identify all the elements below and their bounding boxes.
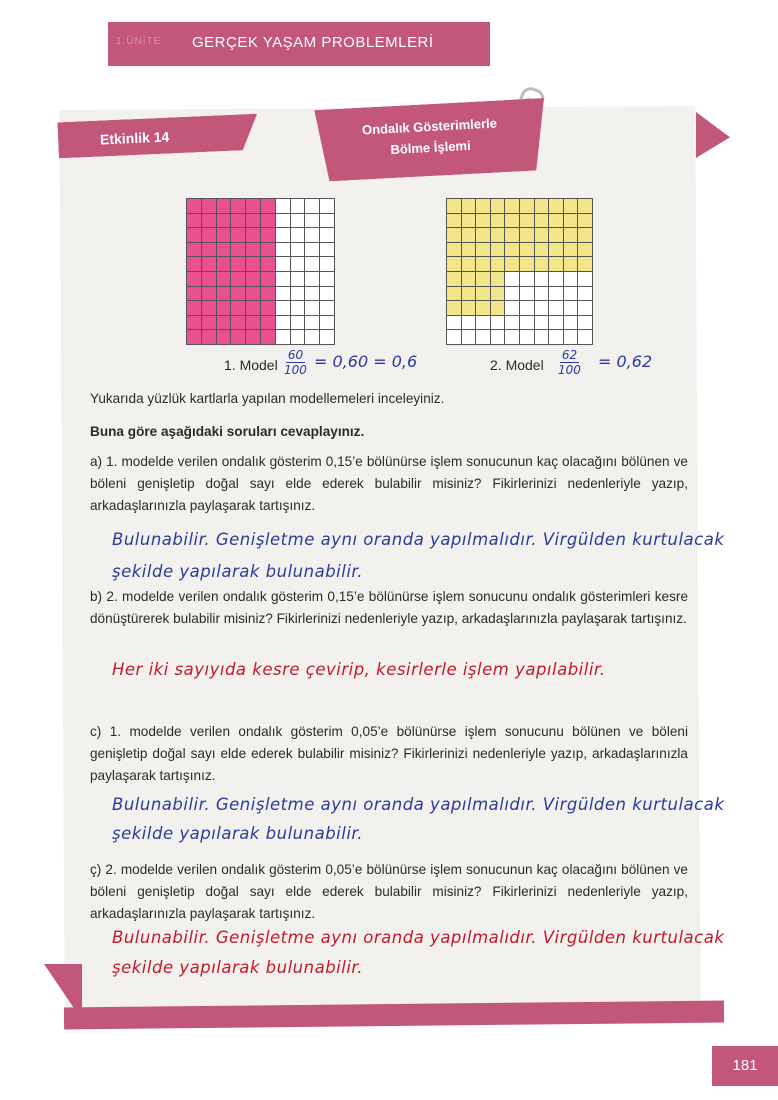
grid-cell: [291, 287, 306, 302]
grid-cell: [564, 330, 579, 345]
grid-cell: [305, 316, 320, 331]
grid-cell: [231, 272, 246, 287]
grid-cell: [231, 287, 246, 302]
grid-cell: [202, 199, 217, 214]
grid-cell: [476, 228, 491, 243]
unit-label: 1.ÜNİTE: [116, 36, 162, 47]
grid-cell: [231, 257, 246, 272]
grid-cell: [246, 214, 261, 229]
grid-cell: [320, 301, 335, 316]
grid-cell: [276, 214, 291, 229]
grid-cell: [462, 330, 477, 345]
grid-cell: [202, 272, 217, 287]
grid-cell: [202, 330, 217, 345]
grid-cell: [261, 243, 276, 258]
instruction-text: Buna göre aşağıdaki soruları cevaplayınız.: [90, 424, 365, 439]
hundred-grid-model-1: [186, 198, 335, 345]
grid-cell: [217, 272, 232, 287]
grid-cell: [187, 228, 202, 243]
grid-cell: [217, 316, 232, 331]
answer-b-line1: Her iki sayıyıda kesre çevirip, kesirlerle işlem yapılabilir.: [112, 660, 606, 679]
grid-cell: [320, 257, 335, 272]
grid-cell: [261, 228, 276, 243]
grid-cell: [305, 243, 320, 258]
grid-cell: [246, 199, 261, 214]
grid-cell: [231, 330, 246, 345]
grid-cell: [462, 199, 477, 214]
grid-cell: [261, 272, 276, 287]
grid-cell: [535, 272, 550, 287]
grid-cell: [305, 287, 320, 302]
grid-cell: [535, 243, 550, 258]
answer-c-line1: Bulunabilir. Genişletme aynı oranda yapılmalıdır. Virgülden kurtulacak: [112, 795, 725, 814]
grid-cell: [231, 301, 246, 316]
grid-cell: [231, 214, 246, 229]
grid-cell: [187, 199, 202, 214]
grid-cell: [564, 287, 579, 302]
grid-cell: [578, 330, 593, 345]
grid-cell: [246, 330, 261, 345]
grid-cell: [491, 330, 506, 345]
model-1-answer: = 0,60 = 0,6: [314, 352, 418, 371]
grid-cell: [320, 330, 335, 345]
grid-cell: [520, 228, 535, 243]
grid-cell: [505, 199, 520, 214]
grid-cell: [535, 330, 550, 345]
grid-cell: [202, 257, 217, 272]
activity-label: Etkinlik 14: [99, 128, 170, 148]
grid-cell: [246, 272, 261, 287]
grid-cell: [549, 199, 564, 214]
grid-cell: [246, 287, 261, 302]
grid-cell: [320, 272, 335, 287]
page-header-title: GERÇEK YAŞAM PROBLEMLERİ: [192, 34, 434, 51]
grid-cell: [447, 287, 462, 302]
grid-cell: [578, 243, 593, 258]
model-2-label: 2. Model: [490, 357, 544, 373]
grid-cell: [246, 257, 261, 272]
grid-cell: [447, 301, 462, 316]
grid-cell: [549, 228, 564, 243]
page-number: 181: [712, 1046, 778, 1086]
grid-cell: [276, 287, 291, 302]
grid-cell: [187, 214, 202, 229]
grid-cell: [447, 228, 462, 243]
grid-cell: [520, 199, 535, 214]
grid-cell: [276, 272, 291, 287]
grid-cell: [549, 272, 564, 287]
grid-cell: [491, 214, 506, 229]
grid-cell: [447, 330, 462, 345]
activity-title-line1: Ondalık Gösterimlerle: [361, 115, 498, 138]
grid-cell: [320, 214, 335, 229]
grid-cell: [305, 199, 320, 214]
model-1-label: 1. Model: [224, 357, 278, 373]
grid-cell: [320, 228, 335, 243]
grid-cell: [476, 330, 491, 345]
grid-cell: [491, 301, 506, 316]
grid-cell: [261, 287, 276, 302]
grid-cell: [549, 330, 564, 345]
grid-cell: [535, 257, 550, 272]
grid-cell: [261, 301, 276, 316]
answer-a-line1: Bulunabilir. Genişletme aynı oranda yapılmalıdır. Virgülden kurtulacak: [112, 530, 725, 549]
grid-cell: [520, 316, 535, 331]
grid-cell: [462, 301, 477, 316]
grid-cell: [187, 272, 202, 287]
grid-cell: [491, 287, 506, 302]
grid-cell: [320, 199, 335, 214]
grid-cell: [261, 330, 276, 345]
grid-cell: [564, 316, 579, 331]
grid-cell: [564, 199, 579, 214]
intro-text: Yukarıda yüzlük kartlarla yapılan modellemeleri inceleyiniz.: [90, 391, 445, 406]
answer-cc-line1: Bulunabilir. Genişletme aynı oranda yapılmalıdır. Virgülden kurtulacak: [112, 928, 725, 947]
grid-cell: [202, 214, 217, 229]
model-2-fraction-denominator: 100: [558, 363, 581, 377]
grid-cell: [305, 228, 320, 243]
grid-cell: [276, 199, 291, 214]
grid-cell: [462, 228, 477, 243]
grid-cell: [217, 287, 232, 302]
grid-cell: [505, 228, 520, 243]
grid-cell: [246, 243, 261, 258]
grid-cell: [505, 301, 520, 316]
grid-cell: [520, 243, 535, 258]
grid-cell: [217, 214, 232, 229]
grid-cell: [535, 214, 550, 229]
grid-cell: [462, 316, 477, 331]
grid-cell: [305, 301, 320, 316]
question-c: c) 1. modelde verilen ondalık gösterim 0,05’e bölünürse işlem sonucunu bölünen ve böleni genişletip doğal sayı elde ederek bulabilir misiniz? Fikirlerinizi nedenleriyle yazıp, arkadaşlarınızla paylaşarak tartışınız.: [90, 724, 688, 783]
grid-cell: [476, 214, 491, 229]
grid-cell: [491, 199, 506, 214]
grid-cell: [305, 272, 320, 287]
grid-cell: [549, 301, 564, 316]
grid-cell: [535, 316, 550, 331]
question-cc: ç) 2. modelde verilen ondalık gösterim 0,05’e bölünürse işlem sonucunun kaç olacağını bölünen ve böleni genişletip doğal sayı elde ederek bulabilir misiniz? Fikirlerinizi nedenleriyle yazıp, arkadaşlarınızla paylaşarak tartışınız.: [90, 862, 688, 921]
grid-cell: [261, 316, 276, 331]
grid-cell: [476, 272, 491, 287]
grid-cell: [505, 287, 520, 302]
grid-cell: [187, 301, 202, 316]
grid-cell: [549, 287, 564, 302]
grid-cell: [276, 330, 291, 345]
grid-cell: [291, 199, 306, 214]
grid-cell: [187, 257, 202, 272]
grid-cell: [202, 287, 217, 302]
grid-cell: [217, 301, 232, 316]
grid-cell: [564, 243, 579, 258]
grid-cell: [535, 228, 550, 243]
grid-cell: [320, 243, 335, 258]
grid-cell: [520, 257, 535, 272]
grid-cell: [276, 301, 291, 316]
grid-cell: [564, 228, 579, 243]
grid-cell: [476, 287, 491, 302]
answer-a-line2: şekilde yapılarak bulunabilir.: [112, 562, 363, 581]
grid-cell: [578, 257, 593, 272]
grid-cell: [276, 316, 291, 331]
grid-cell: [549, 257, 564, 272]
grid-cell: [462, 243, 477, 258]
grid-cell: [447, 316, 462, 331]
grid-cell: [564, 257, 579, 272]
grid-cell: [291, 316, 306, 331]
grid-cell: [549, 214, 564, 229]
grid-cell: [305, 330, 320, 345]
grid-cell: [291, 330, 306, 345]
grid-cell: [564, 214, 579, 229]
grid-cell: [261, 199, 276, 214]
grid-cell: [462, 214, 477, 229]
grid-cell: [291, 272, 306, 287]
grid-cell: [246, 301, 261, 316]
grid-cell: [447, 243, 462, 258]
grid-cell: [520, 301, 535, 316]
grid-cell: [447, 257, 462, 272]
grid-cell: [187, 243, 202, 258]
grid-cell: [231, 316, 246, 331]
grid-cell: [535, 287, 550, 302]
grid-cell: [491, 257, 506, 272]
grid-cell: [276, 257, 291, 272]
grid-cell: [202, 243, 217, 258]
model-2-fraction-numerator: 62: [561, 348, 578, 362]
grid-cell: [462, 287, 477, 302]
grid-cell: [447, 214, 462, 229]
grid-cell: [578, 272, 593, 287]
grid-cell: [187, 330, 202, 345]
grid-cell: [520, 272, 535, 287]
grid-cell: [549, 316, 564, 331]
grid-cell: [276, 243, 291, 258]
grid-cell: [202, 228, 217, 243]
grid-cell: [291, 243, 306, 258]
grid-cell: [305, 257, 320, 272]
activity-title-line2: Bölme İşlemi: [390, 137, 471, 158]
grid-cell: [231, 243, 246, 258]
grid-cell: [549, 243, 564, 258]
grid-cell: [476, 199, 491, 214]
grid-cell: [505, 272, 520, 287]
answer-c-line2: şekilde yapılarak bulunabilir.: [112, 824, 363, 843]
grid-cell: [246, 316, 261, 331]
grid-cell: [187, 287, 202, 302]
grid-cell: [476, 301, 491, 316]
grid-cell: [291, 214, 306, 229]
grid-cell: [535, 199, 550, 214]
grid-cell: [564, 301, 579, 316]
grid-cell: [505, 316, 520, 331]
grid-cell: [276, 228, 291, 243]
grid-cell: [535, 301, 550, 316]
grid-cell: [578, 316, 593, 331]
grid-cell: [291, 257, 306, 272]
corner-decoration-top-right: [696, 112, 730, 158]
grid-cell: [491, 316, 506, 331]
grid-cell: [202, 301, 217, 316]
grid-cell: [320, 316, 335, 331]
model-1-fraction: [284, 348, 307, 377]
grid-cell: [231, 228, 246, 243]
grid-cell: [217, 257, 232, 272]
grid-cell: [491, 272, 506, 287]
grid-cell: [476, 257, 491, 272]
grid-cell: [491, 243, 506, 258]
grid-cell: [505, 330, 520, 345]
grid-cell: [476, 316, 491, 331]
grid-cell: [217, 228, 232, 243]
grid-cell: [261, 257, 276, 272]
grid-cell: [261, 214, 276, 229]
grid-cell: [187, 316, 202, 331]
grid-cell: [578, 301, 593, 316]
grid-cell: [578, 199, 593, 214]
grid-cell: [447, 272, 462, 287]
grid-cell: [217, 199, 232, 214]
question-a: a) 1. modelde verilen ondalık gösterim 0,15’e bölünürse işlem sonucunun kaç olacağını bölünen ve böleni genişletip doğal sayı elde ederek bulabilir misiniz? Fikirlerinizi nedenleriyle yazıp, arkadaşlarınızla paylaşarak tartışınız.: [90, 454, 688, 513]
grid-cell: [505, 257, 520, 272]
grid-cell: [520, 287, 535, 302]
grid-cell: [291, 228, 306, 243]
grid-cell: [578, 214, 593, 229]
grid-cell: [564, 272, 579, 287]
grid-cell: [305, 214, 320, 229]
grid-cell: [476, 243, 491, 258]
grid-cell: [231, 199, 246, 214]
grid-cell: [462, 272, 477, 287]
model-2-fraction: [558, 348, 581, 377]
answer-cc-line2: şekilde yapılarak bulunabilir.: [112, 958, 363, 977]
grid-cell: [246, 228, 261, 243]
grid-cell: [520, 214, 535, 229]
grid-cell: [491, 228, 506, 243]
grid-cell: [291, 301, 306, 316]
grid-cell: [578, 228, 593, 243]
grid-cell: [217, 330, 232, 345]
grid-cell: [447, 199, 462, 214]
grid-cell: [578, 287, 593, 302]
model-1-fraction-denominator: 100: [284, 363, 307, 377]
grid-cell: [320, 287, 335, 302]
model-1-fraction-numerator: 60: [287, 348, 304, 362]
model-2-answer: = 0,62: [598, 352, 653, 371]
question-b: b) 2. modelde verilen ondalık gösterim 0,15’e bölünürse işlem sonucunu ondalık gösterimleri kesre dönüştürerek bulabilir misiniz? Fikirlerinizi nedenleriyle yazıp, arkadaşlarınızla paylaşarak tartışınız.: [90, 589, 688, 626]
grid-cell: [202, 316, 217, 331]
grid-cell: [505, 243, 520, 258]
grid-cell: [462, 257, 477, 272]
grid-cell: [217, 243, 232, 258]
hundred-grid-model-2: [446, 198, 593, 345]
grid-cell: [505, 214, 520, 229]
grid-cell: [520, 330, 535, 345]
